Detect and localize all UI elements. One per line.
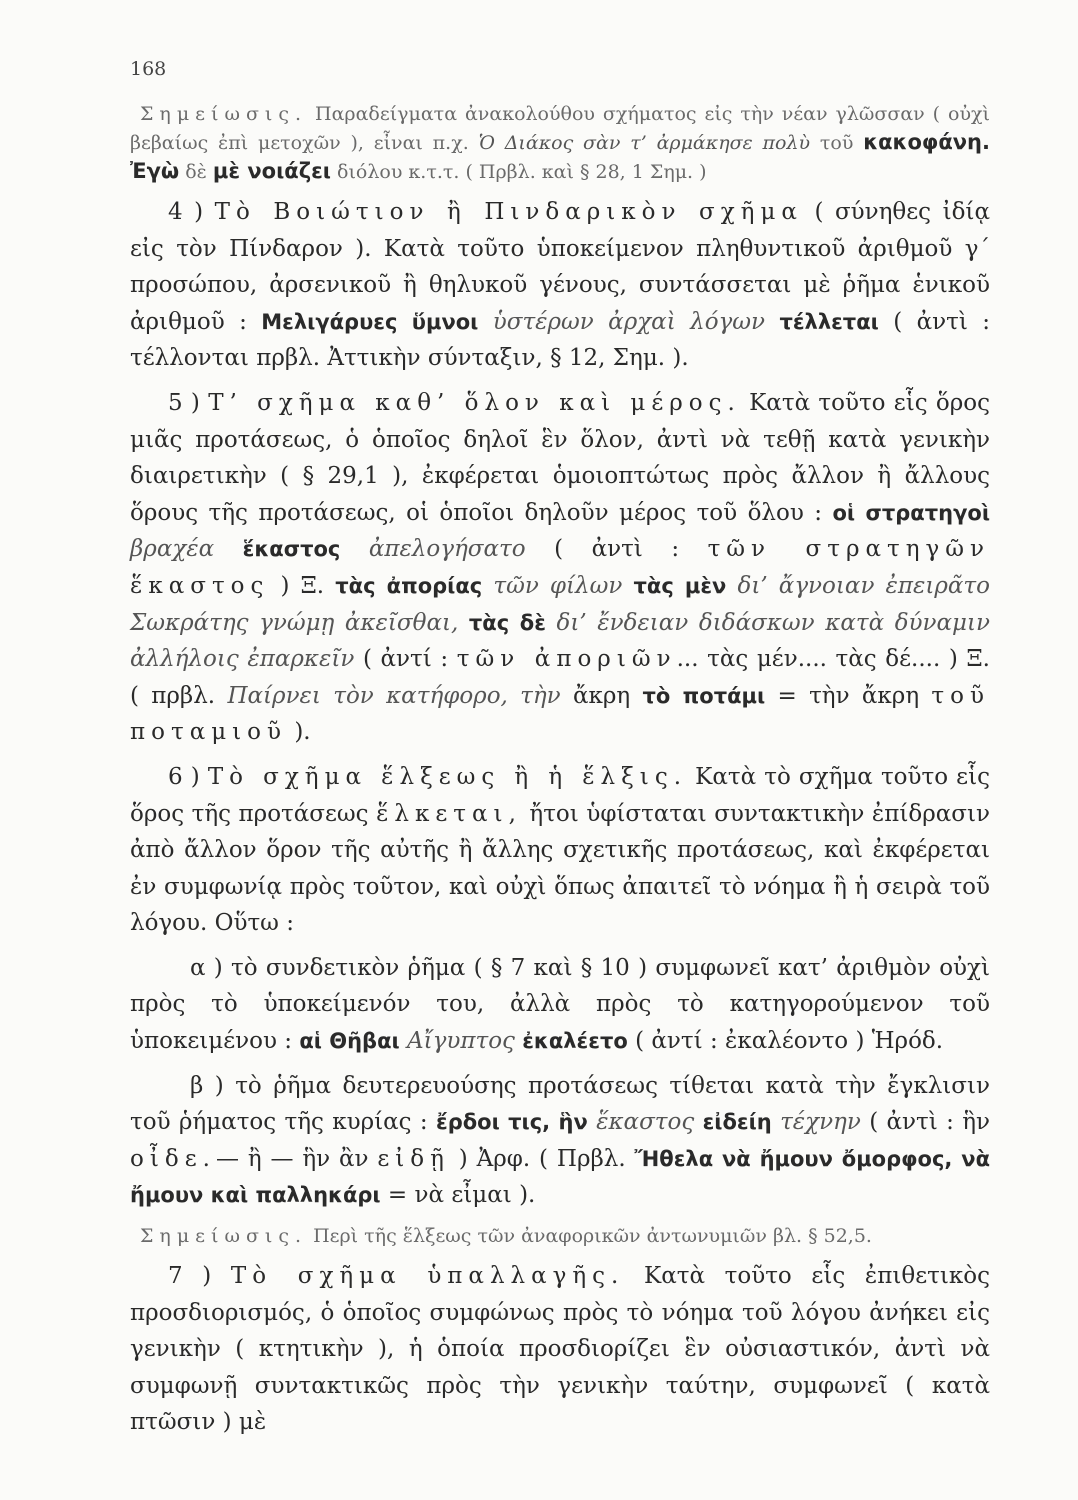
note-paragraph-2: Σημείωσις. Περὶ τῆς ἕλξεως τῶν ἀναφορικῶν ἀντωνυμιῶν βλ. § 52,5. [140, 1225, 872, 1248]
note-paragraph: Σημείωσις. Παραδείγματα ἀνακολούθου σχήματος εἰς τὴν νέαν γλῶσσαν ( οὐχὶ βεβαίως ἐπὶ μετοχῶν ), εἶναι π.χ. Ὁ Διάκος σὰν τ’ ἀρμάκησε πολὺ τοῦ κακοφάνη. Ἐγὼ δὲ μὲ νοιάζει διόλου κ.τ.τ. ( Πρβλ. καὶ § 28, 1 Σημ. ) [130, 103, 990, 183]
section-heading: Τ’ σχῆμα καθ’ ὅλον καὶ μέρος. [208, 389, 741, 416]
section-6: 6 ) Τὸ σχῆμα ἕλξεως ἢ ἡ ἕλξις. Κατὰ τὸ σχῆμα τοῦτο εἷς ὅρος τῆς προτάσεως ἕλκεται, ἤτοι ὑφίσταται συντακτικὴν ἐπίδρασιν ἀπὸ ἄλλον ὅρον τῆς αὐτῆς ἢ ἄλλης σχετικῆς προτάσεως, καὶ ἐκφέρεται ἐν συμφωνίᾳ πρὸς τοῦτον, καὶ οὐχὶ ὅπως ἀπαιτεῖ τὸ νόημα ἢ ἡ σειρὰ τοῦ λόγου. Οὕτω : [130, 763, 991, 937]
section-6-beta: β ) τὸ ῥῆμα δευτερευούσης προτάσεως τίθεται κατὰ τὴν ἔγκλισιν τοῦ ῥήματος τῆς κυρίας : ἔρδοι τις, ἣν ἕκαστος εἰδείη τέχνην ( ἀντὶ : ἣν οἶδε.— ἢ — ἣν ἂν εἰδῇ ) Ἀρφ. ( Πρβλ. Ἤθελα νὰ ἤμουν ὄμορφος, νὰ ἤμουν καὶ παλληκάρι = νὰ εἶμαι ). [130, 1072, 991, 1209]
note-label: Σημείωσις. [140, 1225, 308, 1248]
section-heading: Τὸ Βοιώτιον ἢ Πινδαρικὸν σχῆμα [214, 199, 803, 225]
section-5: 5 ) Τ’ σχῆμα καθ’ ὅλον καὶ μέρος. Κατὰ τοῦτο εἷς ὅρος μιᾶς προτάσεως, ὁ ὁποῖος δηλοῖ ἓν ὅλον, ἀντὶ νὰ τεθῇ κατὰ γενικὴν διαιρετικὴν ( § 29,1 ), ἐκφέρεται ὁμοιοπτώτως πρὸς ἄλλον ἢ ἄλλους ὅρους τῆς προτάσεως, οἱ ὁποῖοι δηλοῦν μέρος τοῦ ὅλου : οἱ στρατηγοὶ βραχέα ἕκαστος ἀπελογήσατο ( ἀντὶ : τῶν στρατηγῶν ἕκαστος ) Ξ. τὰς ἀπορίας τῶν φίλων τὰς μὲν δι’ ἄγνοιαν ἐπειρᾶτο Σωκράτης γνώμῃ ἀκεῖσθαι, τὰς δὲ δι’ ἔνδειαν διδάσκων κατὰ δύναμιν ἀλλήλοις ἐπαρκεῖν ( ἀντί : τῶν ἀποριῶν... τὰς μέν.... τὰς δέ.... ) Ξ. ( πρβλ. Παίρνει τὸν κατήφορο, τὴν ἄκρη τὸ ποτάμι = τὴν ἄκρη τοῦ ποταμιοῦ ). [130, 389, 991, 746]
section-heading: Τὸ σχῆμα ὑπαλλαγῆς. [230, 1263, 625, 1290]
section-heading: Τὸ σχῆμα ἕλξεως ἢ ἡ ἕλξις. [207, 763, 688, 790]
page-number: 168 [130, 58, 167, 80]
section-6-alpha: α ) τὸ συνδετικὸν ῥῆμα ( § 7 καὶ § 10 ) συμφωνεῖ κατ’ ἀριθμὸν οὐχὶ πρὸς τὸ ὑποκείμενόν του, ἀλλὰ πρὸς τὸ κατηγορούμενον τοῦ ὑποκειμένου : αἱ Θῆβαι Αἴγυπτος ἐκαλέετο ( ἀντί : ἐκαλέοντο ) Ἡρόδ. [130, 954, 990, 1055]
section-7: 7 ) Τὸ σχῆμα ὑπαλλαγῆς. Κατὰ τοῦτο εἷς ἐπιθετικὸς προσδιορισμός, ὁ ὁποῖος συμφώνως πρὸς τὸ νόημα τοῦ λόγου ἀνήκει εἰς γενικὴν ( κτητικὴν ), ἡ ὁποία προσδιορίζει ἓν οὐσιαστικόν, ἀντὶ νὰ συμφωνῇ συντακτικῶς πρὸς τὴν γενικὴν ταύτην, συμφωνεῖ ( κατὰ πτῶσιν ) μὲ [130, 1263, 990, 1436]
section-4: 4 ) Τὸ Βοιώτιον ἢ Πινδαρικὸν σχῆμα ( σύνηθες ἰδίᾳ εἰς τὸν Πίνδαρον ). Κατὰ τοῦτο ὑποκείμενον πληθυντικοῦ ἀριθμοῦ γ΄ προσώπου, ἀρσενικοῦ ἢ θηλυκοῦ γένους, συντάσσεται μὲ ῥῆμα ἑνικοῦ ἀριθμοῦ : Μελιγάρυες ὕμνοι ὑστέρων ἀρχαὶ λόγων τέλλεται ( ἀντὶ : τέλλονται πρβλ. Ἀττικὴν σύνταξιν, § 12, Σημ. ). [130, 199, 991, 372]
note-label: Σημείωσις. [140, 103, 308, 125]
page-body [130, 100, 990, 1449]
